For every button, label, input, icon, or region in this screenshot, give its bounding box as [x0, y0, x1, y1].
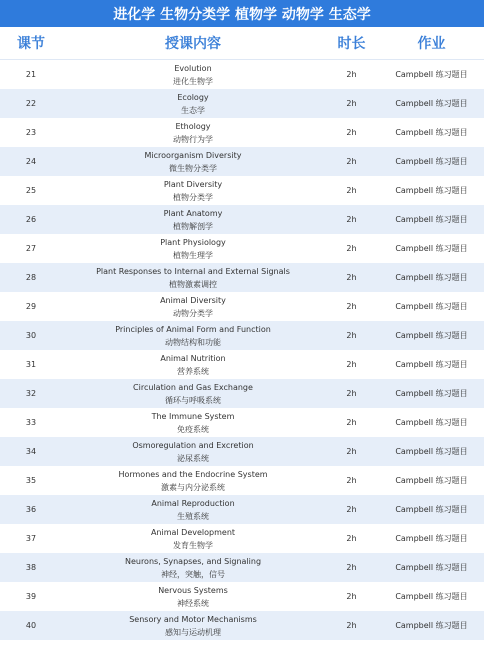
lesson-homework: Campbell 练习题目: [395, 505, 468, 514]
header-duration: 时长: [337, 36, 366, 52]
table-row: [0, 466, 484, 495]
lesson-number: 28: [25, 273, 37, 282]
lesson-title-zh: 激素与内分泌系统: [161, 482, 225, 492]
table-row: [0, 495, 484, 524]
lesson-duration: 2h: [346, 476, 357, 485]
lesson-content: [62, 120, 324, 146]
header-content: 授课内容: [165, 36, 221, 52]
table-row: [0, 60, 484, 89]
lesson-homework: Campbell 练习题目: [395, 418, 468, 427]
lesson-content: [62, 178, 324, 204]
lesson-homework: Campbell 练习题目: [395, 244, 468, 253]
lesson-duration: 2h: [346, 186, 357, 195]
lesson-title-en: Sensory and Motor Mechanisms: [129, 614, 257, 624]
lesson-number: 23: [25, 128, 37, 137]
table-row: [0, 524, 484, 553]
lesson-number: 21: [25, 70, 37, 79]
lesson-title-zh: 免疫系统: [177, 424, 209, 434]
lesson-content: [62, 62, 324, 88]
lesson-duration: 2h: [346, 505, 357, 514]
lesson-number: 25: [25, 186, 37, 195]
lesson-number: 38: [25, 563, 37, 572]
lesson-number: 40: [25, 621, 37, 630]
lesson-homework: Campbell 练习题目: [395, 389, 468, 398]
lesson-title-zh: 循环与呼吸系统: [165, 395, 221, 405]
lesson-homework: Campbell 练习题目: [395, 447, 468, 456]
lesson-title-en: Animal Diversity: [160, 295, 226, 305]
lesson-number: 26: [25, 215, 37, 224]
lesson-number: 22: [25, 99, 37, 108]
lesson-duration: 2h: [346, 563, 357, 572]
lesson-content: [62, 352, 324, 378]
lesson-homework: Campbell 练习题目: [395, 215, 468, 224]
lesson-homework: Campbell 练习题目: [395, 563, 468, 572]
lesson-title-en: Plant Diversity: [163, 179, 223, 189]
lesson-title-zh: 生态学: [181, 105, 205, 115]
lesson-homework: Campbell 练习题目: [395, 476, 468, 485]
lesson-duration: 2h: [346, 389, 357, 398]
lesson-content: [62, 207, 324, 233]
lesson-homework: Campbell 练习题目: [395, 70, 468, 79]
table-row: [0, 176, 484, 205]
lesson-duration: 2h: [346, 621, 357, 630]
lesson-content: [62, 526, 324, 552]
lesson-duration: 2h: [346, 331, 357, 340]
lesson-duration: 2h: [346, 534, 357, 543]
lesson-content: [62, 497, 324, 523]
lesson-duration: 2h: [346, 273, 357, 282]
lesson-duration: 2h: [346, 215, 357, 224]
lesson-number: 35: [25, 476, 37, 485]
table-row: [0, 350, 484, 379]
lesson-homework: Campbell 练习题目: [395, 157, 468, 166]
lesson-content: [62, 468, 324, 494]
lesson-title-en: Animal Nutrition: [160, 353, 226, 363]
lesson-content: [62, 613, 324, 639]
lesson-homework: Campbell 练习题目: [395, 273, 468, 282]
lesson-title-en: Hormones and the Endocrine System: [118, 469, 268, 479]
lesson-duration: 2h: [346, 592, 357, 601]
table-row: [0, 408, 484, 437]
lesson-number: 37: [25, 534, 37, 543]
lesson-homework: Campbell 练习题目: [395, 186, 468, 195]
lesson-duration: 2h: [346, 418, 357, 427]
table-row: [0, 321, 484, 350]
lesson-title-en: Ecology: [177, 92, 209, 102]
lesson-title-en: Plant Responses to Internal and External Signals: [96, 266, 290, 276]
lesson-homework: Campbell 练习题目: [395, 621, 468, 630]
lesson-title-en: Ethology: [175, 121, 211, 131]
lesson-title-zh: 动物行为学: [173, 134, 213, 144]
table-row: [0, 611, 484, 640]
lesson-content: [62, 323, 324, 349]
lesson-title-en: Circulation and Gas Exchange: [133, 382, 253, 392]
table-row: [0, 205, 484, 234]
lesson-homework: Campbell 练习题目: [395, 592, 468, 601]
lesson-duration: 2h: [346, 447, 357, 456]
lesson-duration: 2h: [346, 128, 357, 137]
lesson-number: 31: [25, 360, 37, 369]
lesson-title-en: Animal Development: [150, 527, 236, 537]
table-row: [0, 437, 484, 466]
table-row: [0, 89, 484, 118]
table-row: [0, 147, 484, 176]
lesson-content: [62, 381, 324, 407]
lesson-title-zh: 感知与运动机理: [165, 627, 221, 637]
lesson-title-en: Osmoregulation and Excretion: [132, 440, 254, 450]
table-row: [0, 234, 484, 263]
lesson-title-zh: 发育生物学: [173, 540, 213, 550]
lesson-title-zh: 植物激素调控: [169, 279, 217, 289]
lesson-number: 36: [25, 505, 37, 514]
lesson-title-zh: 植物生理学: [173, 250, 213, 260]
lesson-duration: 2h: [346, 157, 357, 166]
lesson-content: [62, 555, 324, 581]
lesson-title-zh: 动物结构和功能: [165, 337, 221, 347]
lesson-title-en: Animal Reproduction: [151, 498, 235, 508]
lesson-content: [62, 439, 324, 465]
lesson-content: [62, 294, 324, 320]
table-row: [0, 553, 484, 582]
header-homework: 作业: [417, 36, 446, 52]
lesson-content: [62, 91, 324, 117]
lesson-homework: Campbell 练习题目: [395, 302, 468, 311]
lesson-number: 30: [25, 331, 37, 340]
table-row: [0, 582, 484, 611]
lesson-homework: Campbell 练习题目: [395, 331, 468, 340]
lesson-homework: Campbell 练习题目: [395, 534, 468, 543]
lesson-duration: 2h: [346, 302, 357, 311]
lesson-duration: 2h: [346, 244, 357, 253]
lesson-homework: Campbell 练习题目: [395, 128, 468, 137]
lesson-number: 39: [25, 592, 37, 601]
lesson-title-en: The Immune System: [151, 411, 235, 421]
lesson-duration: 2h: [346, 70, 357, 79]
table-row: [0, 292, 484, 321]
lesson-title-zh: 植物解剖学: [173, 221, 213, 231]
lesson-number: 32: [25, 389, 37, 398]
lesson-title-zh: 动物分类学: [173, 308, 213, 318]
header-lesson: 课节: [17, 36, 45, 52]
table-body: [0, 60, 484, 640]
lesson-title-zh: 生殖系统: [177, 511, 209, 521]
lesson-title-zh: 植物分类学: [173, 192, 213, 202]
lesson-title-zh: 神经系统: [177, 598, 209, 608]
lesson-content: [62, 410, 324, 436]
lesson-title-en: Evolution: [174, 63, 212, 73]
lesson-number: 33: [25, 418, 37, 427]
lesson-number: 24: [25, 157, 37, 166]
lesson-content: [62, 236, 324, 262]
lesson-homework: Campbell 练习题目: [395, 360, 468, 369]
lesson-title-zh: 泌尿系统: [177, 453, 209, 463]
lesson-content: [62, 584, 324, 610]
lesson-title-en: Principles of Animal Form and Function: [115, 324, 271, 334]
lesson-title-en: Neurons, Synapses, and Signaling: [124, 556, 262, 566]
lesson-homework: Campbell 练习题目: [395, 99, 468, 108]
lesson-title-en: Plant Physiology: [160, 237, 226, 247]
lesson-title-en: Nervous Systems: [158, 585, 228, 595]
lesson-number: 34: [25, 447, 37, 456]
lesson-duration: 2h: [346, 360, 357, 369]
lesson-content: [62, 149, 324, 175]
table-row: [0, 263, 484, 292]
page-title: 进化学 生物分类学 植物学 动物学 生态学: [0, 0, 484, 27]
lesson-title-zh: 进化生物学: [173, 76, 213, 86]
lesson-title-en: Plant Anatomy: [163, 208, 223, 218]
lesson-number: 27: [25, 244, 37, 253]
table-row: [0, 118, 484, 147]
lesson-content: [62, 265, 324, 291]
lesson-title-zh: 营养系统: [177, 366, 209, 376]
lesson-title-zh: 神经，突触，信号: [161, 569, 225, 579]
table-header: [0, 27, 484, 60]
lesson-duration: 2h: [346, 99, 357, 108]
lesson-number: 29: [25, 302, 37, 311]
table-row: [0, 379, 484, 408]
lesson-title-en: Microorganism Diversity: [144, 150, 242, 160]
lesson-title-zh: 微生物分类学: [169, 163, 217, 173]
